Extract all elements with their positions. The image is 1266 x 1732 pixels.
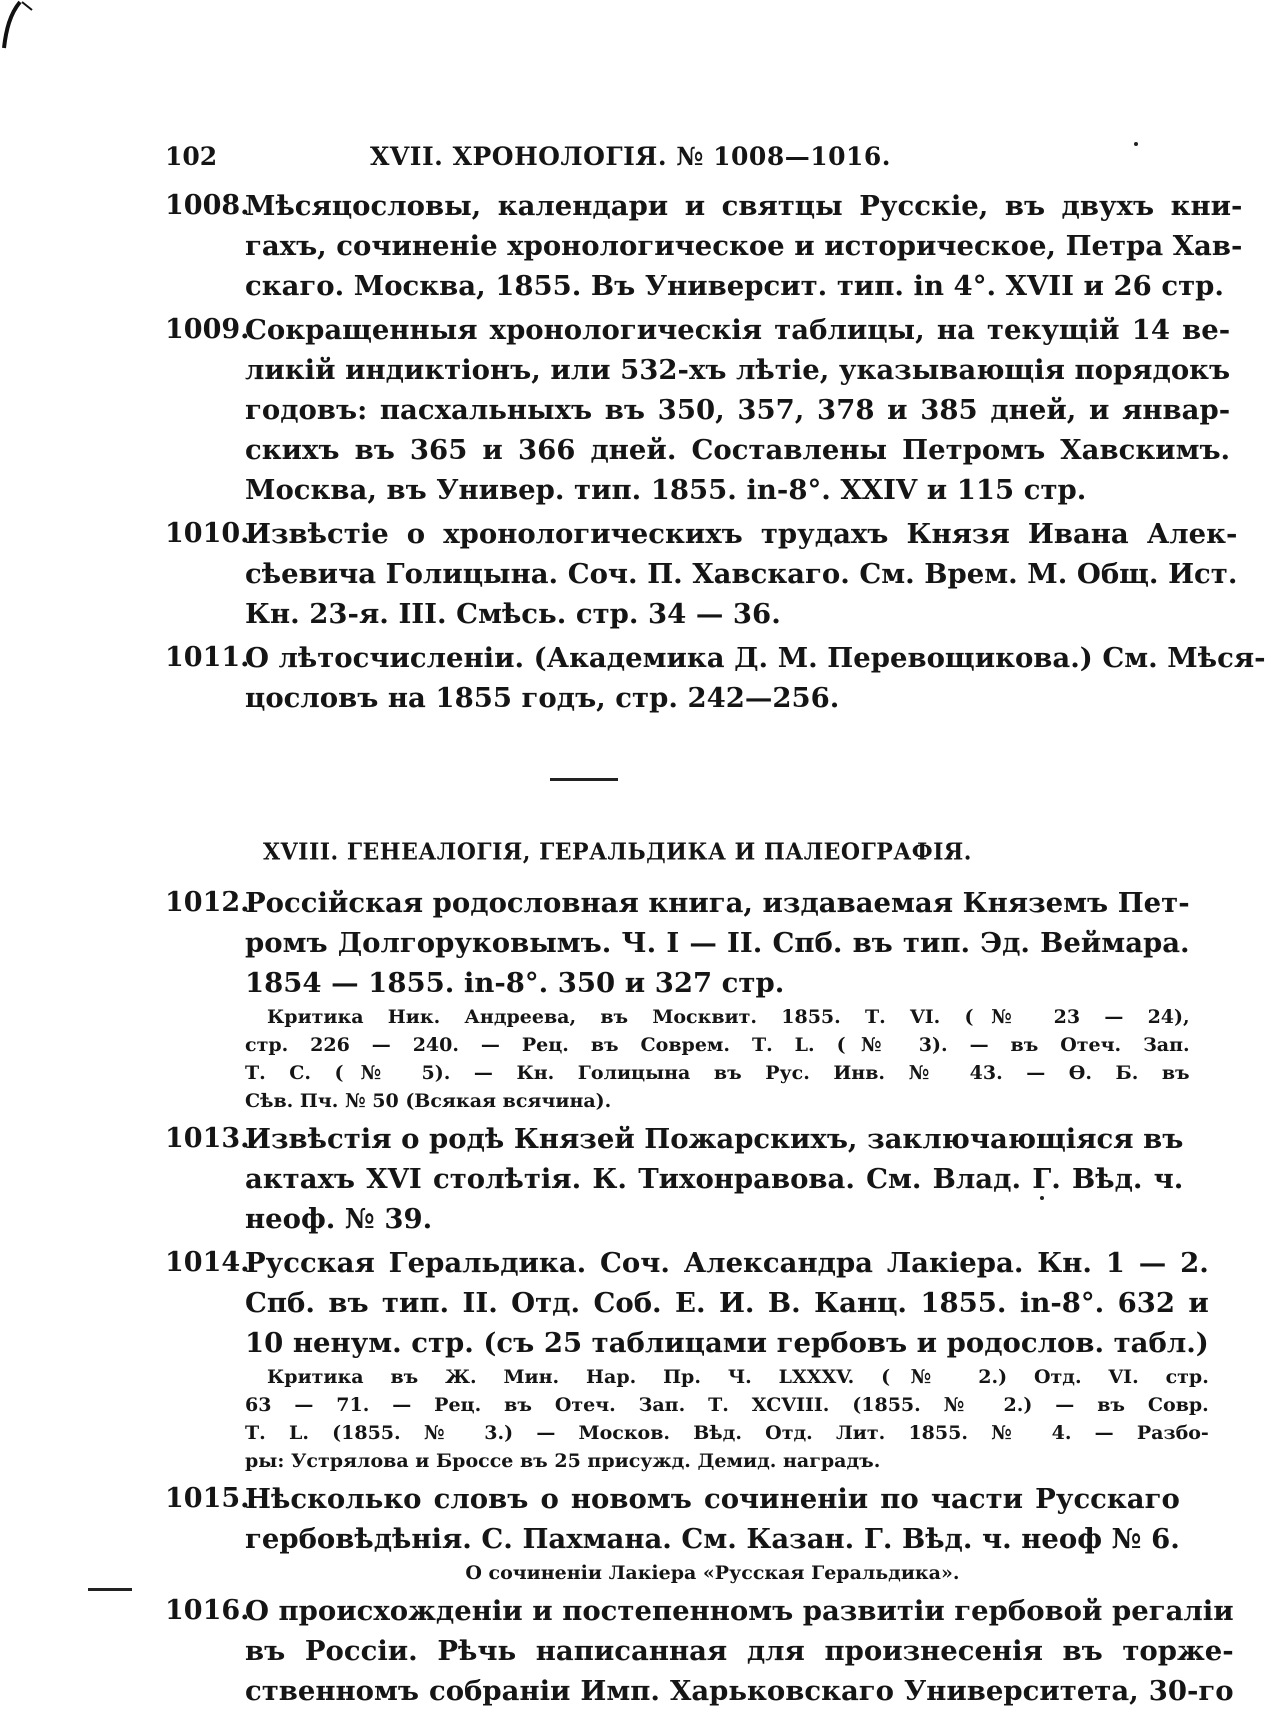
note-line: ры: Устрялова и Броссе въ 25 присужд. Демид. наградъ.	[245, 1450, 881, 1472]
entry-text	[245, 1243, 1209, 1475]
note-line: Критика Ник. Андреева, въ Москвит. 1855. Т. VI. (№ 23 — 24),	[267, 1006, 1190, 1028]
scan-speck	[1134, 142, 1138, 146]
note-line: стр. 226 — 240. — Рец. въ Соврем. Т. L. (№ 3). — въ Отеч. Зап.	[245, 1034, 1190, 1056]
entry-line: 1854 — 1855. in-8°. 350 и 327 стр.	[245, 967, 785, 999]
book-page	[165, 142, 1266, 1711]
entry-text	[245, 1591, 1234, 1711]
entry-line: въ Россіи. Рѣчь написанная для произнесенія въ торже-	[245, 1635, 1234, 1667]
entry-text	[245, 310, 1230, 510]
bibliography-entry	[165, 1243, 1209, 1475]
entry-line: ромъ Долгоруковымъ. Ч. I — II. Спб. въ тип. Эд. Веймара.	[245, 927, 1190, 959]
entry-text	[245, 186, 1242, 306]
running-head	[165, 142, 1000, 182]
bibliography-entry	[165, 310, 1231, 510]
entry-line: О лѣтосчисленіи. (Академика Д. М. Перевощикова.) См. Мѣся-	[245, 642, 1266, 674]
entry-text	[245, 638, 1266, 718]
entry-number: 1014.	[165, 1247, 250, 1278]
entry-line: Извѣстіе о хронологическихъ трудахъ Князя Ивана Алек-	[245, 518, 1238, 550]
entry-line: ственномъ собраніи Имп. Харьковскаго Университета, 30-го	[245, 1675, 1234, 1707]
bibliography-entry	[165, 1591, 1234, 1711]
entry-line: Нѣсколько словъ о новомъ сочиненіи по части Русскаго	[245, 1483, 1180, 1515]
entry-line: гахъ, сочиненіе хронологическое и историческое, Петра Хав-	[245, 230, 1243, 262]
entry-line: О происхожденіи и постепенномъ развитіи гербовой регаліи	[245, 1595, 1234, 1627]
note-line: 63 — 71. — Рец. въ Отеч. Зап. Т. XCVIII. (1855. № 2.) — въ Совр.	[245, 1394, 1209, 1416]
entry-notes	[245, 1559, 1180, 1587]
section-divider	[550, 778, 618, 781]
entry-line: Сокращенныя хронологическія таблицы, на текущій 14 ве-	[245, 314, 1231, 346]
entry-number: 1012.	[165, 887, 250, 918]
entry-number: 1010.	[165, 518, 250, 549]
scan-rule-mark	[88, 1588, 132, 1591]
bibliography-entry	[165, 883, 1190, 1115]
entry-line: Кн. 23-я. III. Смѣсь. стр. 34 — 36.	[245, 598, 781, 630]
entry-text	[245, 1479, 1180, 1587]
entry-line: гербовѣдѣнія. С. Пахмана. См. Казан. Г. Вѣд. ч. неоф № 6.	[245, 1523, 1180, 1555]
entry-line: Москва, въ Универ. тип. 1855. in-8°. XXIV и 115 стр.	[245, 474, 1087, 506]
entry-line: скаго. Москва, 1855. Въ Университ. тип. in 4°. XVII и 26 стр.	[245, 270, 1224, 302]
entry-number: 1009.	[165, 314, 250, 345]
entry-line: актахъ XVI столѣтія. К. Тихонравова. См. Влад. Г. Вѣд. ч.	[245, 1163, 1184, 1195]
bibliography-entry	[165, 1479, 1180, 1587]
entry-text	[245, 514, 1237, 634]
note-line: Сѣв. Пч. № 50 (Всякая всячина).	[245, 1090, 612, 1112]
entry-line: цословъ на 1855 годъ, стр. 242—256.	[245, 682, 840, 714]
bibliography-entry	[165, 514, 1238, 634]
note-line: Т. С. (№ 5). — Кн. Голицына въ Рус. Инв. № 43. — Ѳ. Б. въ	[245, 1062, 1190, 1084]
note-line: О сочиненіи Лакіера «Русская Геральдика».	[465, 1562, 960, 1584]
entry-line: ликій индиктіонъ, или 532-хъ лѣтіе, указывающія порядокъ	[245, 354, 1231, 386]
entry-line: неоф. № 39.	[245, 1203, 433, 1235]
entry-number: 1008.	[165, 190, 250, 221]
entry-notes	[245, 1363, 1209, 1475]
entry-number: 1013.	[165, 1123, 250, 1154]
entry-number: 1016.	[165, 1595, 250, 1626]
entry-line: Россійская родословная книга, издаваемая Княземъ Пет-	[245, 887, 1190, 919]
note-line: Т. L. (1855. № 3.) — Москов. Вѣд. Отд. Лит. 1855. № 4. — Разбо-	[245, 1422, 1209, 1444]
bibliography-entry	[165, 1119, 1184, 1239]
section-heading: XVIII. ГЕНЕАЛОГІЯ, ГЕРАЛЬДИКА И ПАЛЕОГРАФІЯ.	[263, 838, 972, 866]
entry-line: Спб. въ тип. II. Отд. Соб. Е. И. В. Канц. 1855. in-8°. 632 и	[245, 1287, 1209, 1319]
entry-line: Русская Геральдика. Соч. Александра Лакіера. Кн. 1 — 2.	[245, 1247, 1209, 1279]
entry-text	[245, 883, 1190, 1115]
entry-line: сѣевича Голицына. Соч. П. Хавскаго. См. Врем. М. Общ. Ист.	[245, 558, 1238, 590]
entry-line: Мѣсяцословы, календари и святцы Русскіе, въ двухъ кни-	[245, 190, 1243, 222]
entry-line: годовъ: пасхальныхъ въ 350, 357, 378 и 385 дней, и январ-	[245, 394, 1231, 426]
running-head-title: XVII. ХРОНОЛОГІЯ. № 1008—1016.	[370, 142, 891, 171]
entry-notes	[245, 1003, 1190, 1115]
entry-line: Извѣстія о родѣ Князей Пожарскихъ, заключающіяся въ	[245, 1123, 1184, 1155]
note-line: Критика въ Ж. Мин. Нар. Пр. Ч. LXXXV. (№ 2.) Отд. VI. стр.	[267, 1366, 1209, 1388]
bibliography-entry	[165, 638, 1266, 718]
page-number: 102	[165, 142, 218, 171]
entry-line: 10 ненум. стр. (съ 25 таблицами гербовъ и родослов. табл.)	[245, 1327, 1209, 1359]
entry-line: скихъ въ 365 и 366 дней. Составлены Петромъ Хавскимъ.	[245, 434, 1231, 466]
entry-text	[245, 1119, 1183, 1239]
entry-number: 1011.	[165, 642, 250, 673]
bibliography-entry	[165, 186, 1243, 306]
entry-number: 1015.	[165, 1483, 250, 1514]
scan-corner-mark	[2, 0, 42, 50]
